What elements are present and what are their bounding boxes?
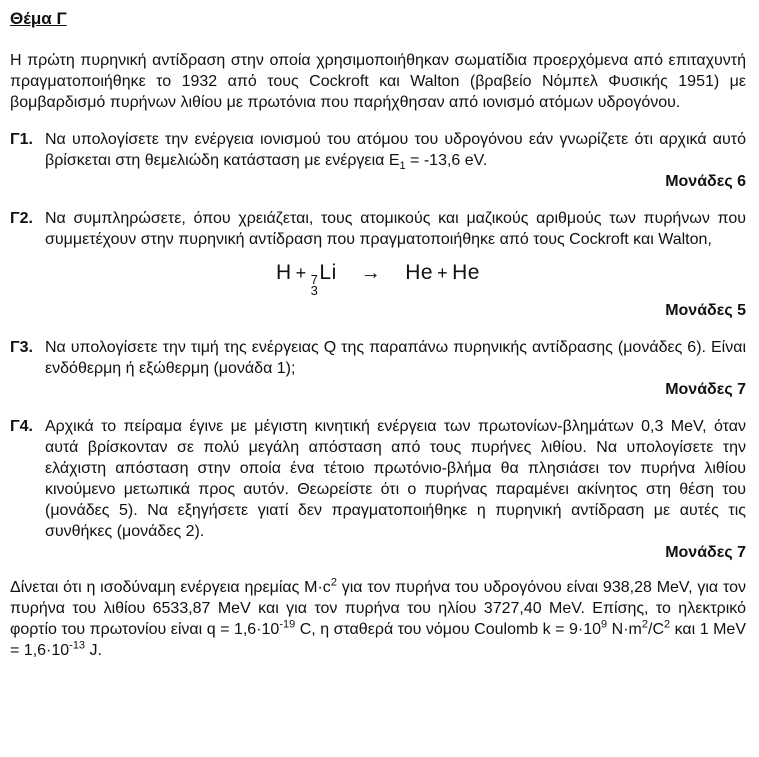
question-g1 bbox=[10, 129, 746, 192]
question-g4-points: Μονάδες 7 bbox=[665, 544, 746, 561]
question-g3-label: Γ3. bbox=[10, 339, 33, 356]
question-g2-points: Μονάδες 5 bbox=[665, 302, 746, 319]
question-g4-text: Αρχικά το πείραμα έγινε με μέγιστη κινητική ενέργεια των πρωτονίων-βλημάτων 0,3 MeV, όταν αυτά βρίσκονταν σε πολύ μεγάλη απόσταση από τους πυρήνες λιθίου. Να υπολογίσετε την ελάχιστη απόσταση στην οποία ένα τέτοιο πρωτόνιο-βλήμα θα πλησιάσει τον πυρήνα λιθίου κινούμενο μετωπικά προς αυτόν. Θεωρείστε ότι ο πυρήνας παραμένει ακίνητος στη θέση του (μονάδες 5). Να εξηγήσετε γιατί δεν πραγματοποιήθηκε η πυρηνική αντίδραση με αυτές τις συνθήκες (μονάδες 2). bbox=[45, 418, 746, 540]
question-g2 bbox=[10, 208, 746, 321]
atomic-number: 3 bbox=[310, 283, 319, 298]
equation-plus-sign-1: + bbox=[295, 263, 307, 283]
question-g3 bbox=[10, 337, 746, 400]
intro-paragraph: Η πρώτη πυρηνική αντίδραση στην οποία χρησιμοποιήθηκαν σωματίδια προερχόμενα από επιταχυντή πραγματοποιήθηκε το 1932 από τους Cockroft και Walton (βραβείο Νόμπελ Φυσικής 1951) με βομβαρδισμό πυρήνων λιθίου με πρωτόνια που παρήχθησαν από ιονισμό ατόμων υδρογόνου. bbox=[10, 52, 746, 111]
element-symbol: Li bbox=[319, 261, 337, 284]
question-g4-label: Γ4. bbox=[10, 418, 33, 435]
question-g1-text: Να υπολογίσετε την ενέργεια ιονισμού του ατόμου του υδρογόνου εάν γνωρίζετε ότι αρχικά αυτό βρίσκεται στη θεμελιώδη κατάσταση με ενέργεια $E_1 = -13,6$ eV. bbox=[45, 131, 746, 173]
question-g1-points: Μονάδες 6 bbox=[665, 173, 746, 190]
question-g1-label: Γ1. bbox=[10, 131, 33, 148]
page-title: Θέμα Γ bbox=[10, 9, 67, 28]
given-data-paragraph: Δίνεται ότι η ισοδύναμη ενέργεια ηρεμίας $M\cdot c^2$ για τον πυρήνα του υδρογόνου είναι 938,28 MeV, για τον πυρήνα του λιθίου 6533,87 MeV και για τον πυρήνα του ηλίου 3727,40 MeV. Επίσης, το ηλεκτρικό φορτίο του πρωτονίου είναι $q = 1,6\cdot 10^{-19}$ C, η σταθερά του νόμου Coulomb $k = 9\cdot 10^9$ $N\cdot m^2/C^2$ και 1 MeV = $1,6\cdot 10^{-13}$ J. bbox=[10, 576, 747, 659]
question-g2-text: Να συμπληρώσετε, όπου χρειάζεται, τους ατομικούς και μαζικούς αριθμούς των πυρήνων που συμμετέχουν στην πυρηνική αντίδραση που πραγματοποιήθηκε από τους Cockroft και Walton, bbox=[45, 210, 746, 248]
lithium-nuclide bbox=[310, 261, 337, 298]
equation-term-h: H bbox=[275, 261, 292, 284]
reaction-arrow-icon: → bbox=[360, 262, 382, 284]
nuclear-reaction-equation bbox=[10, 260, 746, 296]
question-g4 bbox=[10, 416, 746, 563]
mass-number: 7 bbox=[310, 272, 319, 287]
question-g3-points: Μονάδες 7 bbox=[665, 381, 746, 398]
question-g2-label: Γ2. bbox=[10, 210, 33, 227]
equation-term-he2: He bbox=[452, 261, 480, 284]
equation-term-he1: He bbox=[405, 261, 434, 284]
question-g3-text: Να υπολογίσετε την τιμή της ενέργειας Q της παραπάνω πυρηνικής αντίδρασης (μονάδες 6). Είναι ενδόθερμη ή εξώθερμη (μονάδα 1); bbox=[45, 339, 746, 377]
equation-plus-sign-2: + bbox=[437, 263, 449, 283]
